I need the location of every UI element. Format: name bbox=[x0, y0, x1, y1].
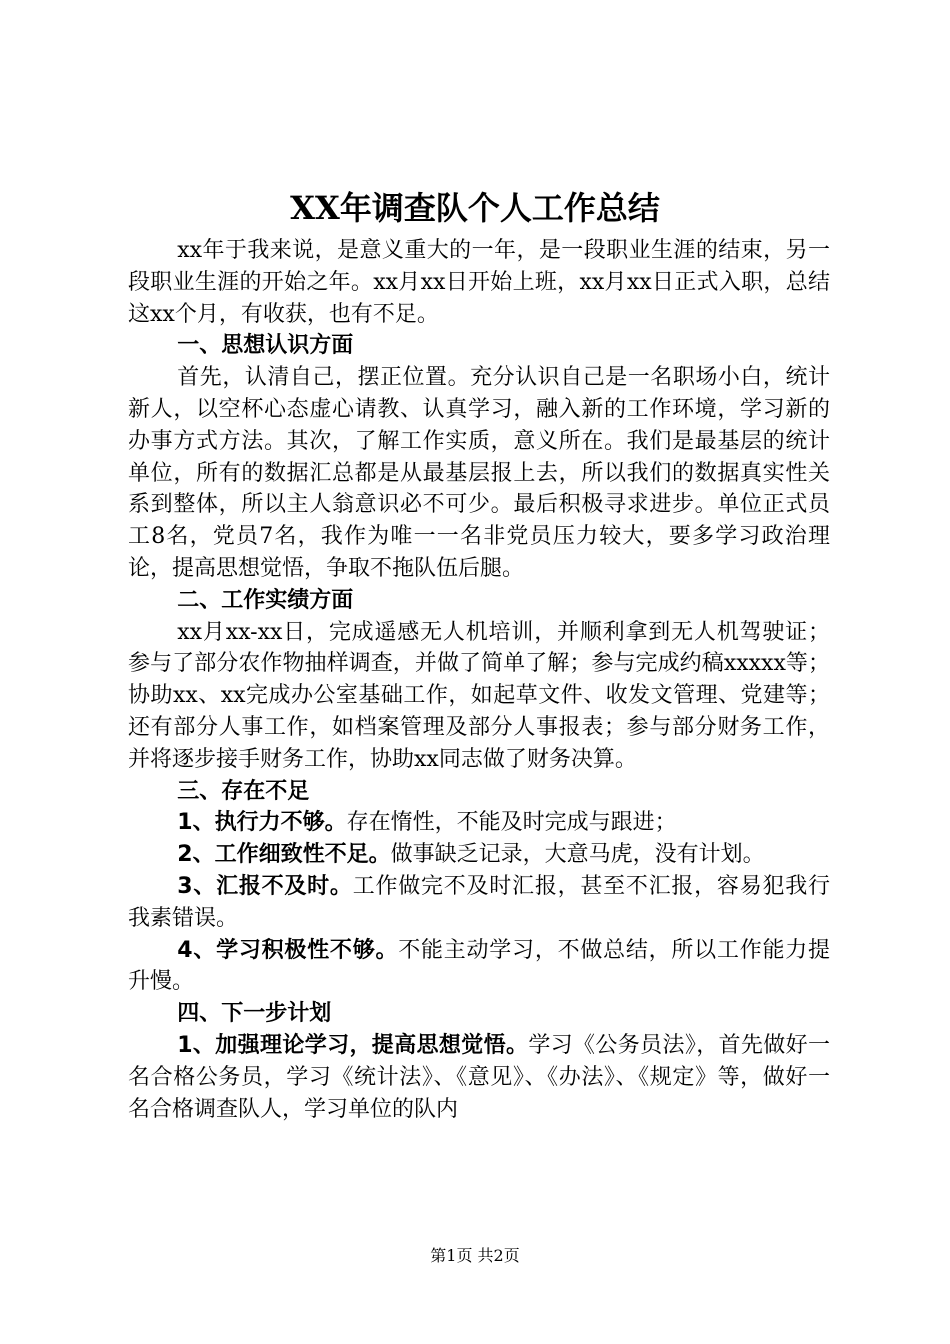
section-heading-3: 三、存在不足 bbox=[177, 778, 310, 804]
intro-paragraph: xx年于我来说，是意义重大的一年，是一段职业生涯的结束，另一段职业生涯的开始之年。xx月xx日开始上班，xx月xx日正式入职，总结这xx个月，有收获，也有不足。 bbox=[128, 238, 830, 327]
page-footer: 第1页 共2页 bbox=[430, 1246, 520, 1265]
document-title: XX年调查队个人工作总结 bbox=[290, 189, 660, 227]
shortcoming-item-2 bbox=[128, 839, 830, 871]
shortcoming-item-3 bbox=[128, 871, 830, 935]
plan-text: 学习《公务员法》，首先做好一名合格公务员，学习《统计法》、《意见》、《办法》、《规定》等，做好一名合格调查队人，学习单位的队内 bbox=[128, 1032, 830, 1122]
plan-lead: 1、加强理论学习，提高思想觉悟。 bbox=[177, 1032, 529, 1058]
shortcoming-text: 工作做完不及时汇报，甚至不汇报，容易犯我行我素错误。 bbox=[128, 873, 830, 931]
section-paragraph-1: 首先，认清自己，摆正位置。充分认识自己是一名职场小白，统计新人，以空杯心态虚心请教、认真学习，融入新的工作环境，学习新的办事方式方法。其次，了解工作实质，意义所在。我们是最基层的统计单位，所有的数据汇总都是从最基层报上去，所以我们的数据真实性关系到整体，所以主人翁意识必不可少。最后积极寻求进步。单位正式员工8名，党员7名，我作为唯一一名非党员压力较大，要多学习政治理论，提高思想觉悟，争取不拖队伍后腿。 bbox=[128, 365, 830, 581]
shortcoming-lead: 2、工作细致性不足。 bbox=[177, 842, 391, 868]
plan-item-1 bbox=[128, 1030, 830, 1125]
section-heading-4: 四、下一步计划 bbox=[177, 1001, 332, 1027]
shortcoming-text: 不能主动学习，不做总结，所以工作能力提升慢。 bbox=[128, 937, 830, 995]
shortcoming-item-4 bbox=[128, 935, 830, 999]
shortcoming-lead: 1、执行力不够。 bbox=[177, 810, 347, 836]
section-paragraph-2: xx月xx-xx日，完成遥感无人机培训，并顺利拿到无人机驾驶证；参与了部分农作物抽样调查，并做了简单了解；参与完成约稿xxxxx等；协助xx、xx完成办公室基础工作，如起草文件、收发文管理、党建等；还有部分人事工作，如档案管理及部分人事报表；参与部分财务工作，并将逐步接手财务工作，协助xx同志做了财务决算。 bbox=[128, 619, 830, 772]
shortcoming-lead: 4、学习积极性不够。 bbox=[177, 937, 399, 963]
section-heading-1: 一、思想认识方面 bbox=[177, 333, 354, 359]
document-body bbox=[128, 235, 830, 1125]
shortcoming-item-1 bbox=[128, 807, 830, 839]
shortcoming-lead: 3、汇报不及时。 bbox=[177, 873, 353, 899]
shortcoming-text: 存在惰性，不能及时完成与跟进； bbox=[346, 810, 677, 836]
section-heading-2: 二、工作实绩方面 bbox=[177, 587, 354, 613]
shortcoming-text: 做事缺乏记录，大意马虎，没有计划。 bbox=[390, 842, 765, 868]
